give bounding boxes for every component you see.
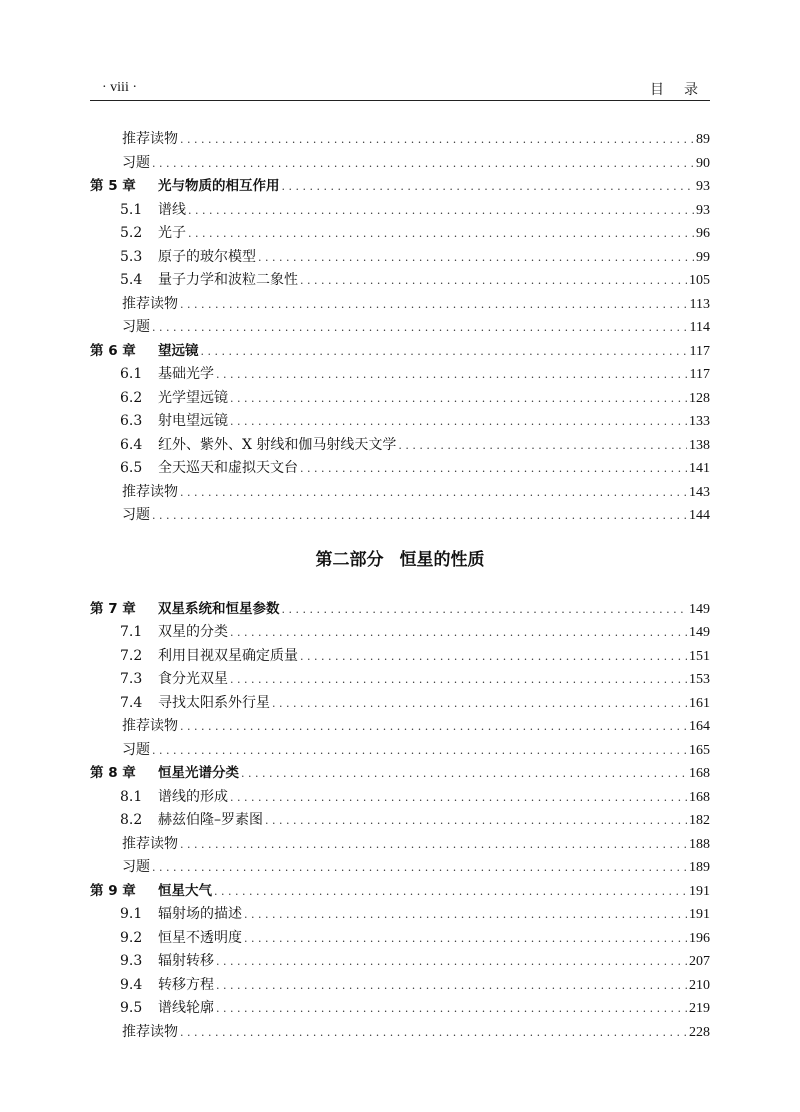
toc-entry-page: 143 — [689, 484, 710, 500]
toc-entry-page: 89 — [696, 132, 710, 147]
toc-entry-number: 9.4 — [120, 976, 143, 993]
toc-entry-title: 光学望远镜 — [158, 389, 228, 406]
toc-entry-page: 117 — [689, 367, 710, 382]
toc-entry-title: 习题 — [122, 507, 150, 523]
part-label: 第二部分 — [315, 549, 384, 570]
toc-entry-number: 6.4 — [120, 436, 143, 453]
toc-entry-number: 8.1 — [120, 788, 143, 805]
toc-entry-number: 9.3 — [120, 953, 143, 969]
dot-leader — [180, 833, 687, 857]
toc-entry-title: 辐射场的描述 — [158, 906, 242, 922]
toc-entry-number: 5.3 — [120, 248, 143, 265]
toc-entry-page: 164 — [689, 719, 710, 734]
toc-entry-number: 6.3 — [120, 413, 143, 429]
toc-entry-chapter[interactable] — [90, 598, 710, 622]
toc-entry-title: 谱线轮廓 — [158, 1000, 214, 1016]
toc-entry-section[interactable] — [90, 434, 710, 458]
toc-entry-number: 9.1 — [120, 906, 143, 922]
toc-entry-title: 射电望远镜 — [158, 413, 228, 429]
toc-entry-page: 99 — [696, 249, 710, 265]
toc-entry-title: 推荐读物 — [122, 131, 178, 147]
toc-entry-page: 151 — [689, 648, 710, 664]
toc-entry-page: 207 — [689, 954, 710, 969]
dot-leader — [180, 1021, 687, 1045]
toc-entry-number: 7.2 — [120, 647, 143, 664]
toc-entry-section[interactable] — [90, 692, 710, 716]
toc-entry-page: 196 — [689, 930, 710, 946]
toc-entry-title: 双星系统和恒星参数 — [158, 600, 280, 617]
dot-leader — [258, 246, 694, 270]
toc-entry-sub[interactable] — [90, 481, 710, 505]
toc-entry-page: 141 — [689, 461, 710, 476]
toc-entry-title: 全天巡天和虚拟天文台 — [158, 460, 298, 476]
toc-entry-title: 光与物质的相互作用 — [158, 178, 280, 194]
dot-leader — [244, 903, 687, 927]
toc-entry-number: 7.3 — [120, 671, 143, 687]
toc-entry-number: 第 6 章 — [90, 342, 136, 359]
toc-block-2 — [90, 598, 710, 1045]
toc-entry-title: 利用目视双星确定质量 — [158, 647, 298, 664]
dot-leader — [272, 692, 687, 716]
toc-entry-page: 161 — [689, 695, 710, 711]
dot-leader — [188, 199, 694, 223]
toc-entry-number: 6.5 — [120, 460, 143, 476]
toc-entry-page: 133 — [689, 414, 710, 429]
toc-entry-title: 辐射转移 — [158, 953, 214, 969]
toc-entry-title: 恒星光谱分类 — [158, 765, 239, 781]
toc-entry-title: 红外、紫外、X 射线和伽马射线天文学 — [158, 436, 397, 453]
toc-entry-page: 219 — [689, 1001, 710, 1016]
toc-entry-title: 量子力学和波粒二象性 — [158, 272, 298, 288]
toc-entry-page: 93 — [696, 179, 710, 194]
toc-entry-title: 食分光双星 — [158, 671, 228, 687]
toc-entry-number: 7.4 — [120, 694, 143, 711]
dot-leader — [230, 668, 687, 692]
toc-entry-number: 6.2 — [120, 389, 143, 406]
dot-leader — [230, 410, 687, 434]
dot-leader — [230, 621, 687, 645]
toc-entry-chapter[interactable] — [90, 340, 710, 364]
toc-entry-sub[interactable] — [90, 715, 710, 739]
toc-entry-sub[interactable] — [90, 316, 710, 340]
dot-leader — [241, 762, 687, 786]
toc-entry-page: 153 — [689, 672, 710, 687]
toc-entry-page: 114 — [689, 320, 710, 335]
toc-entry-page: 96 — [696, 226, 710, 241]
dot-leader — [152, 739, 687, 763]
toc-entry-title: 赫兹伯隆–罗素图 — [158, 812, 263, 828]
dot-leader — [265, 809, 687, 833]
dot-leader — [188, 222, 694, 246]
toc-block-1 — [90, 128, 710, 528]
dot-leader — [214, 880, 687, 904]
toc-entry-page: 191 — [689, 907, 710, 922]
toc-entry-page: 189 — [689, 860, 710, 875]
toc-entry-title: 谱线的形成 — [158, 788, 228, 805]
header-title: 目录 — [650, 82, 718, 98]
dot-leader — [201, 340, 688, 364]
toc-entry-section[interactable] — [90, 410, 710, 434]
toc-entry-title: 转移方程 — [158, 976, 214, 993]
toc-entry-page: 113 — [689, 296, 710, 312]
table-of-contents — [90, 128, 710, 1044]
toc-entry-number: 第 8 章 — [90, 765, 136, 781]
toc-entry-section[interactable] — [90, 621, 710, 645]
dot-leader — [216, 974, 687, 998]
dot-leader — [180, 715, 687, 739]
toc-entry-title: 习题 — [122, 859, 150, 875]
toc-entry-section[interactable] — [90, 269, 710, 293]
toc-entry-title: 推荐读物 — [122, 835, 178, 852]
toc-entry-title: 习题 — [122, 741, 150, 758]
toc-entry-page: 105 — [689, 273, 710, 288]
toc-entry-page: 117 — [689, 343, 710, 359]
toc-entry-page: 191 — [689, 883, 710, 899]
dot-leader — [216, 950, 687, 974]
toc-entry-sub[interactable] — [90, 128, 710, 152]
dot-leader — [282, 598, 688, 622]
dot-leader — [300, 269, 687, 293]
dot-leader — [180, 128, 694, 152]
toc-entry-sub[interactable] — [90, 856, 710, 880]
toc-entry-section[interactable] — [90, 927, 710, 951]
toc-entry-number: 5.2 — [120, 225, 143, 241]
toc-entry-number: 5.4 — [120, 272, 143, 288]
toc-entry-sub[interactable] — [90, 1021, 710, 1045]
toc-entry-page: 165 — [689, 742, 710, 758]
dot-leader — [282, 175, 695, 199]
toc-entry-page: 144 — [689, 508, 710, 523]
toc-entry-section[interactable] — [90, 222, 710, 246]
toc-entry-section[interactable] — [90, 246, 710, 270]
page-number: · viii · — [102, 80, 137, 95]
toc-entry-section[interactable] — [90, 974, 710, 998]
toc-entry-title: 推荐读物 — [122, 483, 178, 500]
toc-entry-page: 138 — [689, 437, 710, 453]
toc-entry-sub[interactable] — [90, 152, 710, 176]
toc-entry-number: 7.1 — [120, 624, 143, 640]
toc-entry-chapter[interactable] — [90, 175, 710, 199]
toc-entry-section[interactable] — [90, 387, 710, 411]
toc-entry-section[interactable] — [90, 809, 710, 833]
toc-entry-page: 168 — [689, 789, 710, 805]
dot-leader — [216, 363, 688, 387]
toc-entry-section[interactable] — [90, 363, 710, 387]
dot-leader — [300, 457, 687, 481]
toc-entry-section[interactable] — [90, 457, 710, 481]
toc-entry-title: 寻找太阳系外行星 — [158, 694, 270, 711]
dot-leader — [152, 856, 687, 880]
toc-entry-sub[interactable] — [90, 833, 710, 857]
dot-leader — [152, 316, 688, 340]
toc-entry-page: 182 — [689, 813, 710, 828]
part-heading — [90, 528, 710, 598]
toc-entry-section[interactable] — [90, 950, 710, 974]
toc-entry-chapter[interactable] — [90, 880, 710, 904]
toc-entry-title: 原子的玻尔模型 — [158, 248, 256, 265]
toc-entry-title: 习题 — [122, 319, 150, 335]
toc-entry-section[interactable] — [90, 903, 710, 927]
toc-entry-title: 基础光学 — [158, 366, 214, 382]
toc-entry-number: 9.5 — [120, 1000, 143, 1016]
toc-entry-chapter[interactable] — [90, 762, 710, 786]
dot-leader — [398, 434, 687, 458]
toc-entry-page: 228 — [689, 1024, 710, 1040]
toc-entry-number: 6.1 — [120, 366, 143, 382]
dot-leader — [230, 387, 687, 411]
toc-entry-page: 90 — [696, 155, 710, 171]
toc-entry-sub[interactable] — [90, 739, 710, 763]
toc-entry-page: 168 — [689, 766, 710, 781]
toc-entry-sub[interactable] — [90, 504, 710, 528]
toc-entry-title: 推荐读物 — [122, 295, 178, 312]
toc-entry-title: 推荐读物 — [122, 718, 178, 734]
toc-entry-page: 188 — [689, 836, 710, 852]
toc-entry-page: 210 — [689, 977, 710, 993]
toc-entry-number: 第 7 章 — [90, 600, 136, 617]
toc-entry-title: 谱线 — [158, 201, 186, 218]
toc-entry-page: 128 — [689, 390, 710, 406]
toc-entry-title: 恒星大气 — [158, 882, 212, 899]
dot-leader — [244, 927, 687, 951]
toc-entry-page: 149 — [689, 601, 710, 617]
dot-leader — [216, 997, 687, 1021]
toc-entry-title: 光子 — [158, 225, 186, 241]
dot-leader — [300, 645, 687, 669]
toc-entry-section[interactable] — [90, 997, 710, 1021]
toc-entry-title: 习题 — [122, 154, 150, 171]
toc-entry-number: 5.1 — [120, 201, 143, 218]
dot-leader — [152, 152, 694, 176]
toc-entry-section[interactable] — [90, 645, 710, 669]
running-header — [90, 78, 718, 101]
toc-entry-page: 93 — [696, 202, 710, 218]
dot-leader — [152, 504, 687, 528]
toc-entry-section[interactable] — [90, 668, 710, 692]
part-title: 恒星的性质 — [399, 549, 485, 570]
toc-entry-section[interactable] — [90, 786, 710, 810]
dot-leader — [230, 786, 687, 810]
dot-leader — [180, 293, 688, 317]
toc-entry-title: 推荐读物 — [122, 1023, 178, 1040]
toc-entry-page: 149 — [689, 625, 710, 640]
toc-entry-title: 望远镜 — [158, 342, 199, 359]
toc-entry-sub[interactable] — [90, 293, 710, 317]
toc-entry-title: 双星的分类 — [158, 624, 228, 640]
toc-entry-number: 第 9 章 — [90, 882, 136, 899]
toc-entry-number: 8.2 — [120, 812, 143, 828]
toc-entry-number: 9.2 — [120, 929, 143, 946]
dot-leader — [180, 481, 687, 505]
toc-entry-section[interactable] — [90, 199, 710, 223]
toc-entry-number: 第 5 章 — [90, 178, 136, 194]
toc-entry-title: 恒星不透明度 — [158, 929, 242, 946]
